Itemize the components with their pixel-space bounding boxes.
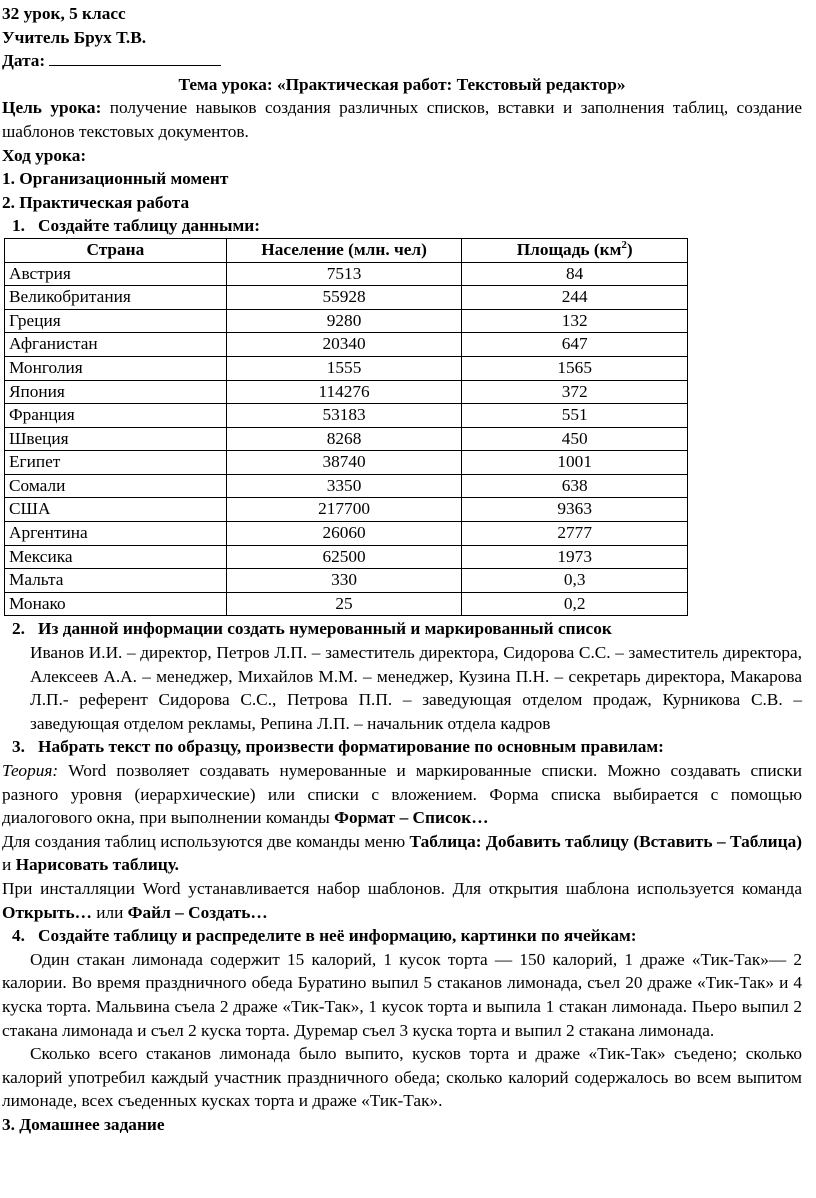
country-cell: Сомали: [5, 474, 227, 498]
area-cell: 551: [462, 404, 688, 428]
country-cell: Великобритания: [5, 286, 227, 310]
country-cell: Монголия: [5, 356, 227, 380]
task2-title: Из данной информации создать нумерованный и маркированный список: [38, 619, 612, 639]
population-cell: 38740: [226, 451, 462, 475]
task4-num: 4.: [12, 926, 25, 946]
task1-num: 1.: [12, 216, 25, 236]
area-cell: 372: [462, 380, 688, 404]
task3-num: 3.: [12, 737, 25, 757]
area-cell: 638: [462, 474, 688, 498]
homework-heading: 3. Домашнее задание: [2, 1114, 165, 1134]
population-cell: 25: [226, 592, 462, 616]
lesson-topic: Тема урока: «Практическая работ: Текстовый редактор»: [178, 74, 626, 94]
country-cell: Франция: [5, 404, 227, 428]
task2-heading: [12, 617, 802, 641]
area-cell: 132: [462, 309, 688, 333]
task1-heading: [12, 214, 802, 238]
population-cell: 217700: [226, 498, 462, 522]
table-row: [5, 404, 688, 428]
table-row: [5, 427, 688, 451]
country-cell: Швеция: [5, 427, 227, 451]
area-cell: 1973: [462, 545, 688, 569]
country-cell: Аргентина: [5, 522, 227, 546]
table-row: [5, 522, 688, 546]
area-cell: 0,2: [462, 592, 688, 616]
table-header-row: [5, 238, 688, 262]
table-row: [5, 380, 688, 404]
problem-paragraph-1: Один стакан лимонада содержит 15 калорий, 1 кусок торта — 150 калорий, 1 драже «Тик-Так»— 2 калории. Во время праздничного обеда Буратино выпил 5 стаканов лимонада, съел 20 драже «Тик-Так» и 4 куска торта. Мальвина съела 2 драже «Тик-Так», 1 кусок торта и выпила 1 стакан лимонада. Пьеро выпил 2 стакана лимонада и съел 2 куска торта. Дуремар съел 3 куска торта и выпил 2 стакана лимонада.: [2, 949, 802, 1040]
population-cell: 20340: [226, 333, 462, 357]
population-cell: 9280: [226, 309, 462, 333]
area-cell: 450: [462, 427, 688, 451]
population-cell: 330: [226, 569, 462, 593]
country-cell: США: [5, 498, 227, 522]
header-area: Площадь $(км^2)$: [462, 238, 688, 262]
task3-heading: [12, 735, 802, 759]
population-cell: 53183: [226, 404, 462, 428]
header-population: Население (млн. чел): [226, 238, 462, 262]
theory-paragraph: Теория: Word позволяет создавать нумерованные и маркированные списки. Можно создавать списки разного уровня (иерархические) или списки с вложением. Форма списка выбирается с помощью диалогового окна, при выполнении команды Формат – Список…: [2, 761, 802, 828]
header-country: Страна: [5, 238, 227, 262]
population-cell: 114276: [226, 380, 462, 404]
staff-text: Иванов И.И. – директор, Петров Л.П. – заместитель директора, Сидорова С.С. – заместитель директора, Алексеев А.А. – менеджер, Михайлов М.М. – менеджер, Кузина П.Н. – секретарь директора, Макарова Л.П.- референт Сидорова С.С., Петрова П.П. – заведующая отделом продаж, Курникова С.В. – заведующая отделом рекламы, Репина Л.П. – начальник отдела кадров: [30, 643, 802, 733]
task3-title: Набрать текст по образцу, произвести форматирование по основным правилам:: [38, 737, 664, 757]
table-row: [5, 474, 688, 498]
area-cell: 1565: [462, 356, 688, 380]
table-row: [5, 309, 688, 333]
population-cell: 7513: [226, 262, 462, 286]
lesson-line: 32 урок, 5 класс: [2, 4, 126, 23]
step-2: 2. Практическая работа: [2, 192, 190, 212]
task4-heading: [12, 924, 802, 948]
problem-paragraph-2: Сколько всего стаканов лимонада было выпито, кусков торта и драже «Тик-Так» съедено; сколько калорий употребил каждый участник праздничного обеда; сколько калорий содержалось во всем выпитом лимонаде, всех съеденных кусках торта и драже «Тик-Так».: [2, 1044, 802, 1111]
country-cell: Греция: [5, 309, 227, 333]
date-label: Дата:: [2, 51, 46, 71]
population-cell: 62500: [226, 545, 462, 569]
countries-table: [4, 238, 688, 617]
area-cell: 84: [462, 262, 688, 286]
table-row: [5, 545, 688, 569]
table-row: [5, 262, 688, 286]
area-cell: 9363: [462, 498, 688, 522]
table-row: [5, 286, 688, 310]
table-row: [5, 333, 688, 357]
country-cell: Монако: [5, 592, 227, 616]
tables-paragraph: Для создания таблиц используются две команды меню Таблица: Добавить таблицу (Вставить – Таблица) и Нарисовать таблицу.: [2, 831, 802, 875]
lesson-goal: [2, 96, 802, 143]
area-cell: 244: [462, 286, 688, 310]
table-row: [5, 451, 688, 475]
area-cell: 2777: [462, 522, 688, 546]
country-cell: Мексика: [5, 545, 227, 569]
goal-label: Цель урока:: [2, 98, 102, 118]
country-cell: Мальта: [5, 569, 227, 593]
area-cell: 647: [462, 333, 688, 357]
theory-label: Теория:: [2, 761, 59, 780]
country-cell: Афганистан: [5, 333, 227, 357]
course-label: Ход урока:: [2, 145, 87, 165]
templates-paragraph: При инсталляции Word устанавливается набор шаблонов. Для открытия шаблона используется команда Открыть… или Файл – Создать…: [2, 878, 802, 922]
area-cell: 1001: [462, 451, 688, 475]
population-cell: 55928: [226, 286, 462, 310]
country-cell: Япония: [5, 380, 227, 404]
population-cell: 8268: [226, 427, 462, 451]
country-cell: Австрия: [5, 262, 227, 286]
area-cell: 0,3: [462, 569, 688, 593]
population-cell: 1555: [226, 356, 462, 380]
country-cell: Египет: [5, 451, 227, 475]
table-row: [5, 356, 688, 380]
teacher-line: Учитель Брух Т.В.: [2, 27, 147, 47]
goal-text: получение навыков создания различных списков, вставки и заполнения таблиц, создание шаблонов текстовых документов.: [2, 98, 802, 141]
date-blank: [49, 50, 221, 66]
step-1: 1. Организационный момент: [2, 169, 229, 189]
table-row: [5, 498, 688, 522]
population-cell: 3350: [226, 474, 462, 498]
date-line: [2, 49, 802, 73]
task4-title: Создайте таблицу и распределите в неё информацию, картинки по ячейкам:: [38, 926, 637, 946]
population-cell: 26060: [226, 522, 462, 546]
task2-num: 2.: [12, 619, 25, 639]
task1-title: Создайте таблицу данными:: [38, 216, 260, 236]
table-row: [5, 569, 688, 593]
table-row: [5, 592, 688, 616]
